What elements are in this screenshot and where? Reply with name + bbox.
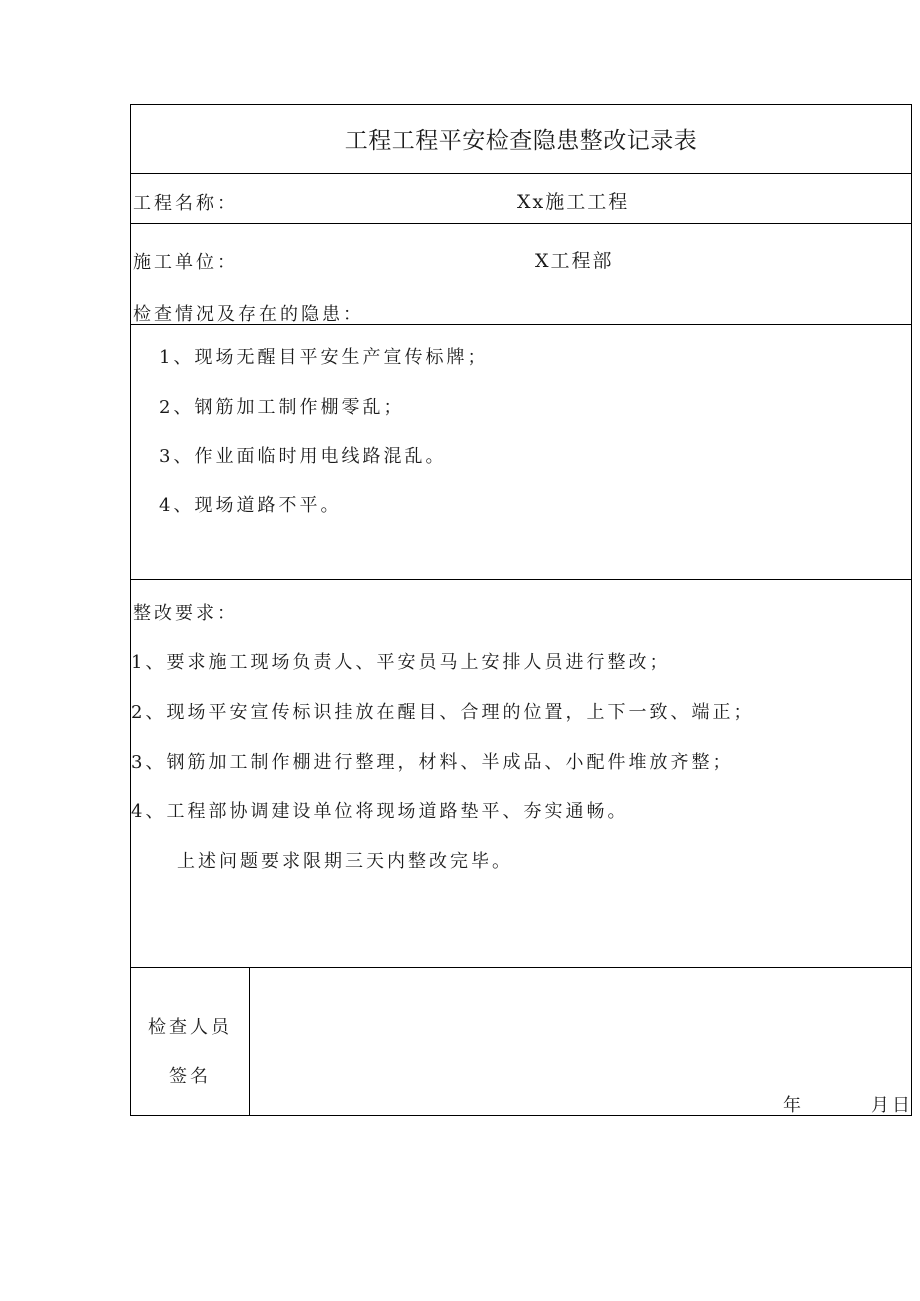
date-year: 年	[783, 1095, 801, 1116]
project-name-value: Xx施工工程	[517, 191, 630, 213]
issue-item: 4、现场道路不平。	[159, 495, 342, 516]
issues-label: 检查情况及存在的隐患：	[133, 304, 364, 325]
divider	[131, 967, 911, 968]
inspector-label: 检查人员	[148, 1017, 232, 1038]
divider	[131, 579, 911, 580]
construction-unit-value: X工程部	[535, 250, 614, 272]
signature-label: 签名	[169, 1066, 211, 1087]
issue-item: 2、钢筋加工制作棚零乱；	[159, 397, 405, 418]
construction-unit-label: 施工单位：	[133, 252, 238, 273]
divider	[131, 223, 911, 224]
requirement-item: 2、现场平安宣传标识挂放在醒目、合理的位置，上下一致、端正；	[131, 702, 755, 723]
requirement-item: 3、钢筋加工制作棚进行整理，材料、半成品、小配件堆放齐整；	[131, 752, 734, 773]
requirement-conclusion: 上述问题要求限期三天内整改完毕。	[177, 851, 513, 872]
project-name-label: 工程名称：	[133, 193, 238, 214]
inspection-form	[130, 104, 912, 1116]
divider	[131, 324, 911, 325]
requirement-item: 4、工程部协调建设单位将现场道路垫平、夯实通畅。	[131, 801, 629, 822]
requirements-label: 整改要求：	[133, 603, 238, 624]
signature-column-divider	[249, 967, 250, 1115]
form-title: 工程工程平安检查隐患整改记录表	[344, 128, 698, 154]
requirement-item: 1、要求施工现场负责人、平安员马上安排人员进行整改；	[131, 652, 671, 673]
date-month-day: 月日	[871, 1095, 913, 1116]
divider	[131, 173, 911, 174]
issue-item: 3、作业面临时用电线路混乱。	[159, 446, 447, 467]
issue-item: 1、现场无醒目平安生产宣传标牌；	[159, 347, 489, 368]
